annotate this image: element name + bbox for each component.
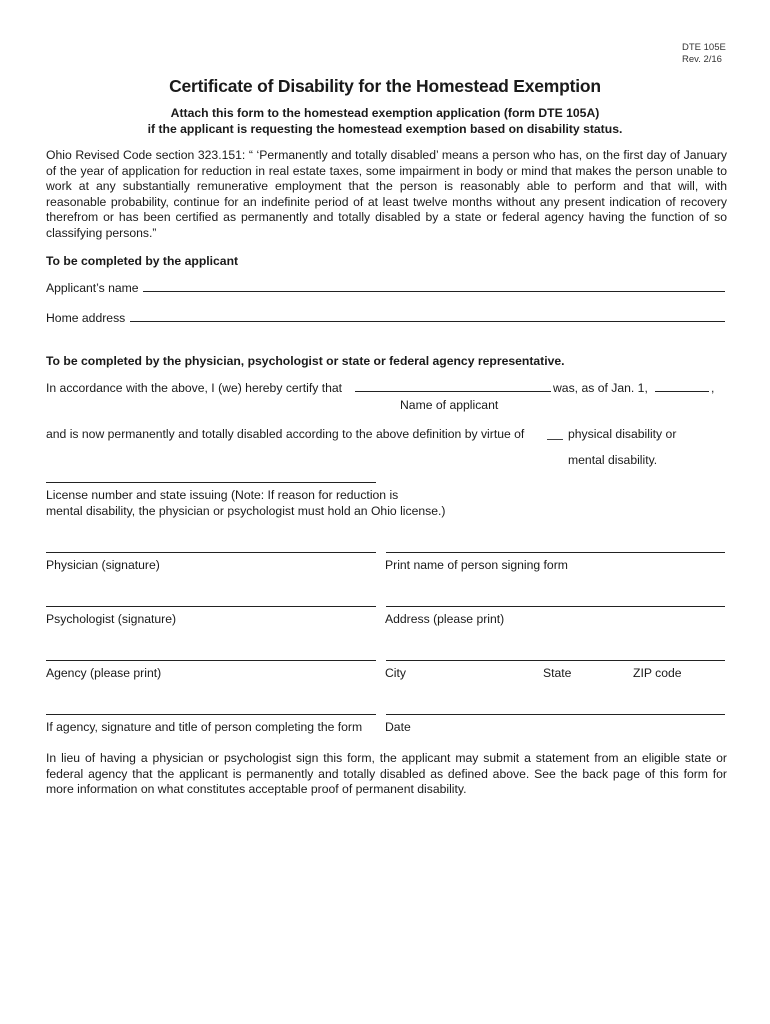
certifier-section-heading: To be completed by the physician, psychologist or state or federal agency representative. xyxy=(46,354,565,368)
city-state-zip-field[interactable] xyxy=(386,644,723,660)
subtitle-line-1: Attach this form to the homestead exemption application (form DTE 105A) xyxy=(170,106,600,120)
psychologist-signature-field[interactable] xyxy=(46,590,374,606)
agency-signature-line xyxy=(46,714,376,715)
agency-line xyxy=(46,660,376,661)
form-subtitle xyxy=(0,105,770,137)
certified-applicant-name-field[interactable] xyxy=(355,375,549,391)
home-address-label: Home address xyxy=(46,311,126,325)
physical-disability-label: physical disability or xyxy=(568,427,677,441)
psychologist-signature-label: Psychologist (signature) xyxy=(46,612,177,626)
home-address-line xyxy=(130,321,725,322)
zip-label: ZIP code xyxy=(633,666,682,680)
psychologist-signature-line xyxy=(46,606,376,607)
agency-signature-field[interactable] xyxy=(46,698,374,714)
year-field[interactable] xyxy=(655,375,707,391)
address-field[interactable] xyxy=(386,590,723,606)
comma-text: , xyxy=(711,381,715,395)
city-label: City xyxy=(385,666,406,680)
address-line xyxy=(386,606,725,607)
disabled-statement-text: and is now permanently and totally disabled according to the above definition by virtue of xyxy=(46,427,525,441)
date-line xyxy=(386,714,725,715)
certified-applicant-name-line xyxy=(355,391,551,392)
form-revision: Rev. 2/16 xyxy=(682,54,722,65)
physician-signature-line xyxy=(46,552,376,553)
address-label: Address (please print) xyxy=(385,612,505,626)
date-label: Date xyxy=(385,720,411,734)
year-line xyxy=(655,391,709,392)
license-number-label xyxy=(46,487,445,519)
license-number-field[interactable] xyxy=(46,466,374,482)
statute-definition: Ohio Revised Code section 323.151: “ ‘Permanently and totally disabled’ means a person who has, on the first day of January of the year of application for reduction in real estate taxes, some impairment in body or mind that makes the person unable to work at any substantially remunerative employment that the person is reasonably able to perform and that will, with reasonable probability, continue for an indefinite period of at least twelve months without any present indication of recovery therefrom or has been certified as permanently and totally disabled by a state or federal agency having the function of so classifying persons.” xyxy=(46,148,727,240)
applicant-section-heading: To be completed by the applicant xyxy=(46,254,239,268)
city-state-zip-line xyxy=(386,660,725,661)
agency-label: Agency (please print) xyxy=(46,666,162,680)
name-of-applicant-caption: Name of applicant xyxy=(400,398,499,412)
agency-signature-label: If agency, signature and title of person completing the form xyxy=(46,720,363,734)
physician-signature-field[interactable] xyxy=(46,536,374,552)
applicant-name-label: Applicant’s name xyxy=(46,281,139,295)
was-as-of-text: was, as of Jan. 1, xyxy=(553,381,648,395)
physical-disability-checkbox[interactable] xyxy=(547,439,563,440)
applicant-name-field[interactable] xyxy=(143,275,723,291)
home-address-field[interactable] xyxy=(130,305,723,321)
license-label-line-2: mental disability, the physician or psychologist must hold an Ohio license.) xyxy=(46,504,446,518)
print-name-label: Print name of person signing form xyxy=(385,558,568,572)
form-identifier xyxy=(682,42,726,66)
subtitle-line-2: if the applicant is requesting the homestead exemption based on disability status. xyxy=(147,122,623,136)
certify-prefix-text: In accordance with the above, I (we) hereby certify that xyxy=(46,381,343,395)
physician-signature-label: Physician (signature) xyxy=(46,558,160,572)
mental-disability-label: mental disability. xyxy=(568,453,658,467)
date-field[interactable] xyxy=(386,698,723,714)
print-name-line xyxy=(386,552,725,553)
form-number: DTE 105E xyxy=(682,42,726,53)
print-name-field[interactable] xyxy=(386,536,723,552)
state-label: State xyxy=(543,666,572,680)
license-number-line xyxy=(46,482,376,483)
footer-note: In lieu of having a physician or psychologist sign this form, the applicant may submit a statement from an eligible state or federal agency that the applicant is permanently and totally disabled as defined above. See the back page of this form for more information on what constitutes acceptable proof of permanent disability. xyxy=(46,751,727,797)
agency-field[interactable] xyxy=(46,644,374,660)
page-title: Certificate of Disability for the Homestead Exemption xyxy=(169,76,601,96)
applicant-name-line xyxy=(143,291,725,292)
license-label-line-1: License number and state issuing (Note: If reason for reduction is xyxy=(46,488,399,502)
